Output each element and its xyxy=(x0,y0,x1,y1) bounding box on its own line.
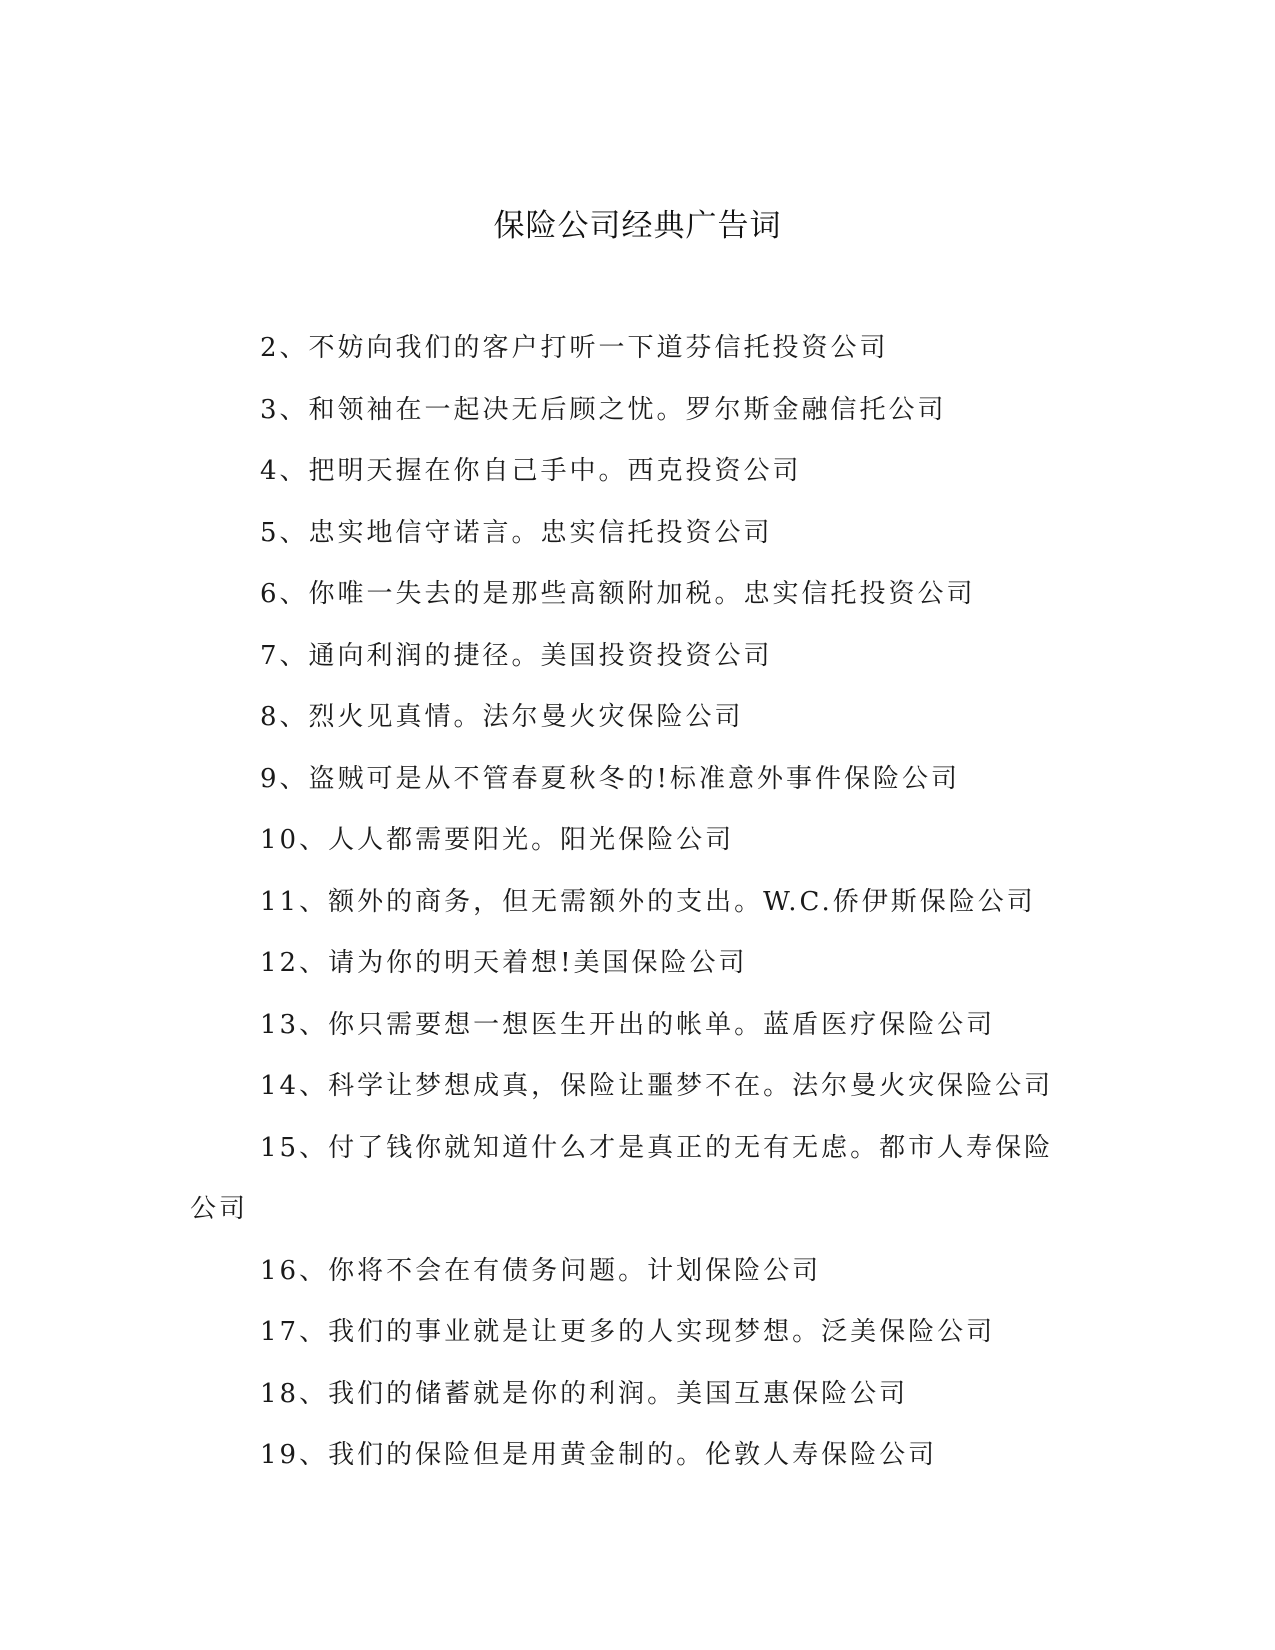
list-item: 6、你唯一失去的是那些高额附加税。忠实信托投资公司 xyxy=(260,579,976,609)
list-item: 7、通向利润的捷径。美国投资投资公司 xyxy=(260,640,773,671)
page-title: 保险公司经典广告词 xyxy=(493,208,782,244)
list-item: 14、科学让梦想成真，保险让噩梦不在。法尔曼火灾保险公司 xyxy=(260,1071,1054,1101)
slogan-list xyxy=(190,318,1080,1487)
list-item: 13、你只需要想一想医生开出的帐单。蓝盾医疗保险公司 xyxy=(260,1009,996,1040)
list-item: 17、我们的事业就是让更多的人实现梦想。泛美保险公司 xyxy=(260,1317,996,1347)
list-item: 4、把明天握在你自己手中。西克投资公司 xyxy=(260,456,802,486)
list-item: 11、额外的商务，但无需额外的支出。W.C.侨伊斯保险公司 xyxy=(260,886,1036,917)
list-item: 10、人人都需要阳光。阳光保险公司 xyxy=(260,825,735,855)
list-item: 3、和领袖在一起决无后顾之忧。罗尔斯金融信托公司 xyxy=(260,394,947,425)
list-item: 15、付了钱你就知道什么才是真正的无有无虑。都市人寿保险公司 xyxy=(190,1132,1054,1224)
list-item: 5、忠实地信守诺言。忠实信托投资公司 xyxy=(260,517,773,548)
list-item: 18、我们的储蓄就是你的利润。美国互惠保险公司 xyxy=(260,1378,909,1409)
list-item: 9、盗贼可是从不管春夏秋冬的!标准意外事件保险公司 xyxy=(260,763,960,794)
list-item: 2、不妨向我们的客户打听一下道芬信托投资公司 xyxy=(260,333,889,363)
list-item: 19、我们的保险但是用黄金制的。伦敦人寿保险公司 xyxy=(260,1440,938,1470)
list-item: 8、烈火见真情。法尔曼火灾保险公司 xyxy=(260,702,744,732)
list-item: 16、你将不会在有债务问题。计划保险公司 xyxy=(260,1255,822,1286)
list-item: 12、请为你的明天着想!美国保险公司 xyxy=(260,948,748,978)
